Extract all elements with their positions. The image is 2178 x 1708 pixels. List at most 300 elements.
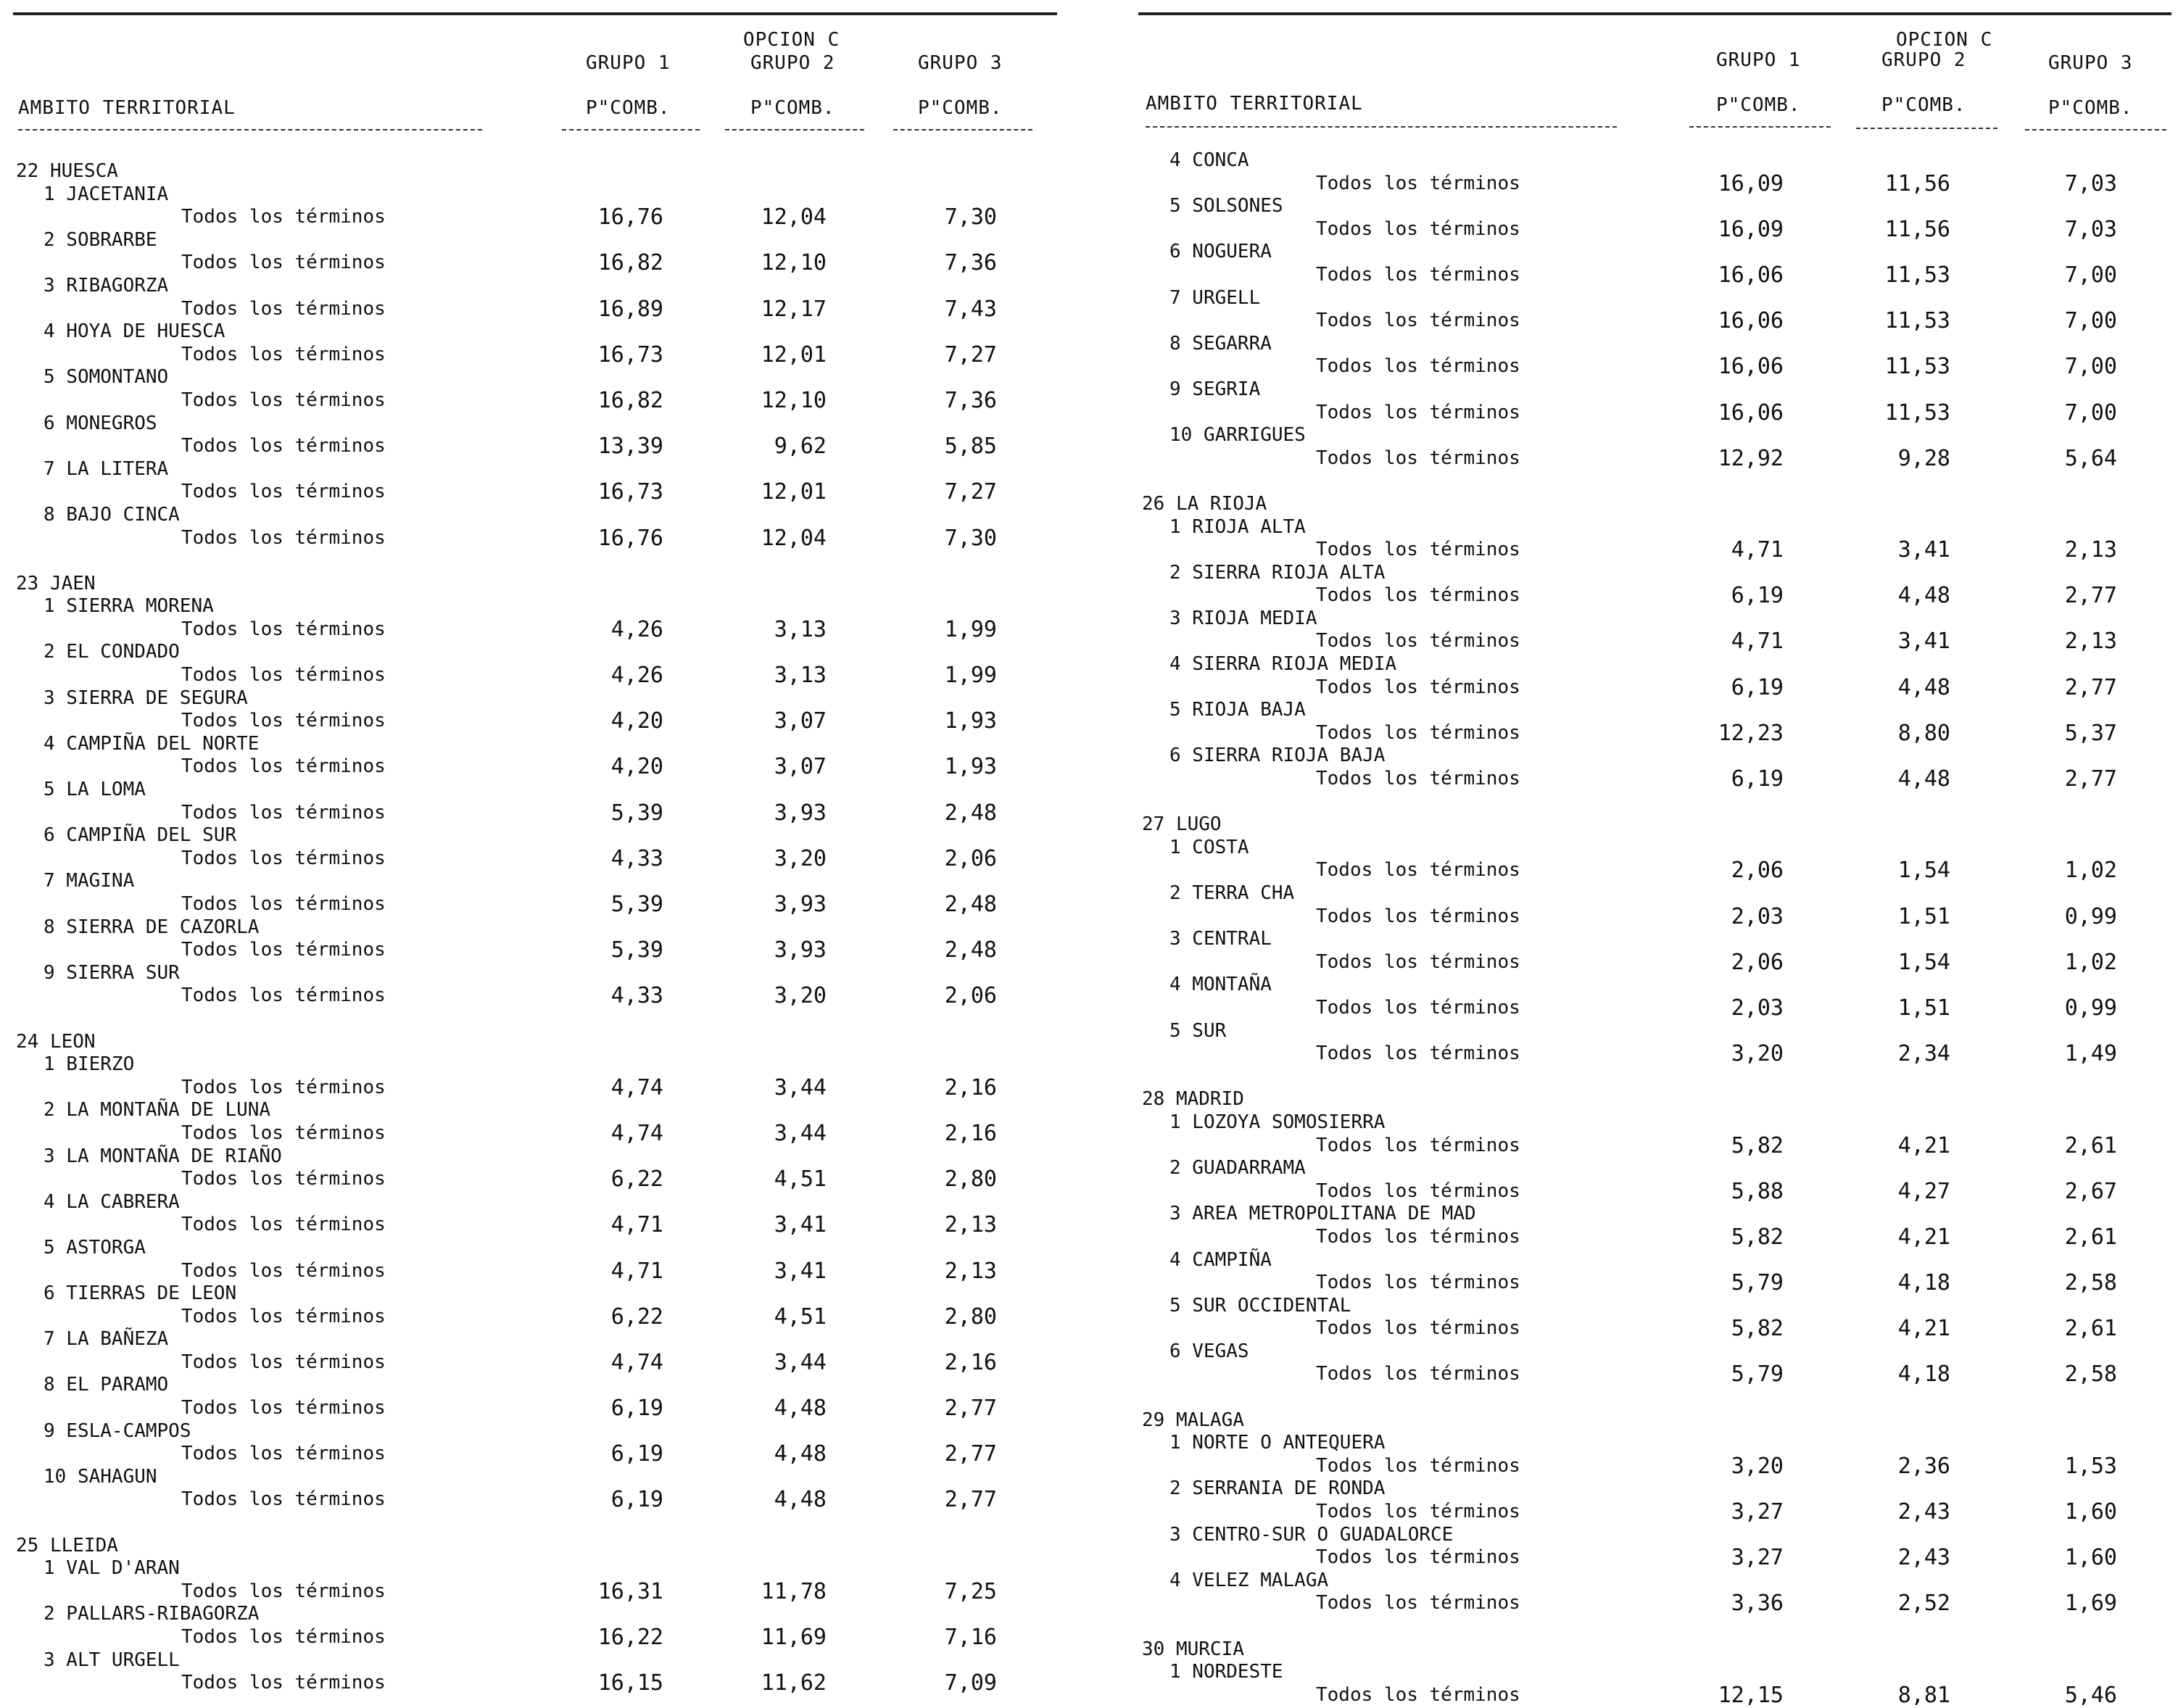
grupo2-value: 3,93	[774, 800, 827, 826]
grupo1-value: 13,39	[597, 434, 663, 460]
header-rule-3	[2025, 129, 2166, 130]
region-name: 4 SIERRA RIOJA MEDIA	[1169, 653, 1397, 676]
grupo1-value: 2,06	[1731, 949, 1784, 975]
region-row	[0, 1328, 1073, 1351]
region-row	[0, 1099, 1073, 1122]
table-row	[0, 1168, 1073, 1191]
province-block	[0, 550, 1073, 1008]
grupo3-value: 1,60	[2064, 1499, 2117, 1525]
table-row	[1124, 1592, 2178, 1615]
region-name: 2 SERRANIA DE RONDA	[1169, 1477, 1386, 1500]
region-row	[1124, 974, 2178, 997]
grupo2-value: 12,01	[761, 341, 827, 368]
row-label: Todos los términos	[181, 1076, 386, 1098]
province-name: 30 MURCIA	[1142, 1638, 1244, 1660]
row-label: Todos los términos	[181, 939, 386, 961]
region-name: 4 CONCA	[1169, 149, 1249, 171]
grupo2-value: 8,81	[1897, 1682, 1950, 1708]
table-row	[0, 435, 1073, 458]
row-label: Todos los términos	[1316, 996, 1520, 1019]
header-rule-2	[725, 129, 864, 130]
region-row	[0, 687, 1073, 710]
grupo3-value: 7,25	[944, 1578, 997, 1604]
table-row	[1124, 1455, 2178, 1478]
grupo3-value: 2,67	[2064, 1178, 2117, 1204]
grupo1-value: 3,27	[1731, 1499, 1784, 1525]
region-row	[0, 320, 1073, 344]
grupo1-value: 12,23	[1718, 720, 1784, 746]
top-rule	[13, 12, 1057, 15]
province-row	[1124, 1088, 2178, 1111]
row-label: Todos los términos	[181, 1672, 386, 1694]
table-row	[1124, 1226, 2178, 1249]
region-row	[0, 870, 1073, 893]
row-label: Todos los términos	[1316, 172, 1520, 194]
grupo2-value: 4,21	[1897, 1132, 1950, 1158]
header-grupo2: GRUPO 2	[750, 52, 835, 74]
region-name: 9 SEGRIA	[1169, 378, 1261, 400]
grupo1-value: 6,19	[610, 1441, 663, 1467]
row-label: Todos los términos	[181, 1626, 386, 1648]
header-rule-ambito	[1146, 126, 1617, 128]
grupo2-value: 3,13	[774, 663, 827, 689]
region-name: 10 GARRIGUES	[1169, 424, 1306, 447]
grupo3-value: 1,53	[2064, 1453, 2117, 1479]
province-name: 22 HUESCA	[16, 160, 118, 182]
grupo1-value: 4,71	[1731, 629, 1784, 655]
grupo1-value: 5,82	[1731, 1224, 1784, 1250]
grupo3-value: 2,61	[2064, 1132, 2117, 1158]
row-label: Todos los términos	[181, 618, 386, 640]
spacer	[1124, 1066, 2178, 1089]
grupo1-value: 4,20	[610, 754, 663, 780]
grupo1-value: 16,82	[597, 387, 663, 413]
region-row	[0, 458, 1073, 481]
grupo3-value: 1,99	[944, 616, 997, 642]
grupo1-value: 5,88	[1731, 1178, 1784, 1204]
grupo2-value: 4,21	[1897, 1316, 1950, 1342]
region-name: 4 LA CABRERA	[44, 1190, 180, 1213]
table-row	[0, 664, 1073, 687]
spacer	[1124, 791, 2178, 814]
region-row	[1124, 562, 2178, 585]
grupo3-value: 2,13	[2064, 537, 2117, 563]
region-name: 7 LA LITERA	[44, 457, 169, 480]
grupo1-value: 5,82	[1731, 1316, 1784, 1342]
table-row	[1124, 218, 2178, 241]
province-row	[1124, 493, 2178, 516]
grupo1-value: 6,19	[1731, 766, 1784, 792]
region-name: 5 SUR OCCIDENTAL	[1169, 1294, 1351, 1317]
region-name: 2 LA MONTAÑA DE LUNA	[44, 1099, 271, 1122]
grupo3-value: 7,00	[2064, 262, 2117, 288]
region-row	[1124, 378, 2178, 402]
province-block	[1124, 791, 2178, 1066]
grupo3-value: 7,27	[944, 341, 997, 368]
grupo1-value: 16,82	[597, 250, 663, 276]
region-row	[0, 916, 1073, 940]
grupo3-value: 7,03	[2064, 170, 2117, 196]
region-name: 3 CENTRAL	[1169, 928, 1272, 950]
grupo3-value: 1,99	[944, 663, 997, 689]
grupo1-value: 2,03	[1731, 903, 1784, 929]
table-row	[0, 802, 1073, 825]
region-name: 8 BAJO CINCA	[44, 503, 180, 526]
grupo2-value: 3,41	[774, 1212, 827, 1238]
header-rule-3	[893, 129, 1032, 130]
row-label: Todos los términos	[181, 526, 386, 549]
spacer	[1124, 1615, 2178, 1638]
grupo2-value: 12,17	[761, 296, 827, 322]
row-label: Todos los términos	[1316, 217, 1520, 240]
row-label: Todos los términos	[1316, 1501, 1520, 1523]
grupo1-value: 3,36	[1731, 1591, 1784, 1617]
grupo2-value: 1,51	[1897, 903, 1950, 929]
row-label: Todos los términos	[1316, 1042, 1520, 1065]
table-row	[0, 1303, 1073, 1330]
region-row	[1124, 149, 2178, 173]
region-name: 4 HOYA DE HUESCA	[44, 320, 225, 343]
province-row	[0, 1535, 1073, 1558]
grupo1-value: 6,19	[1731, 674, 1784, 700]
grupo1-value: 16,09	[1718, 170, 1784, 196]
spacer	[0, 550, 1073, 573]
table-row	[0, 298, 1073, 321]
grupo2-value: 12,01	[761, 479, 827, 505]
grupo2-value: 2,52	[1897, 1591, 1950, 1617]
region-name: 5 SUR	[1169, 1019, 1227, 1042]
grupo1-value: 4,71	[610, 1258, 663, 1284]
grupo3-value: 7,00	[2064, 399, 2117, 426]
grupo3-value: 2,80	[944, 1166, 997, 1193]
grupo3-value: 2,77	[2064, 766, 2117, 792]
region-row	[1124, 1570, 2178, 1593]
header-rule-1	[562, 129, 700, 130]
region-name: 3 SIERRA DE SEGURA	[44, 687, 248, 709]
table-row	[1124, 1546, 2178, 1570]
grupo1-value: 5,79	[1731, 1270, 1784, 1296]
table-row	[0, 710, 1073, 733]
grupo3-value: 1,93	[944, 754, 997, 780]
grupo3-value: 1,49	[2064, 1041, 2117, 1067]
row-label: Todos los términos	[1316, 630, 1520, 652]
region-name: 9 ESLA-CAMPOS	[44, 1419, 191, 1442]
grupo3-value: 1,02	[2064, 858, 2117, 884]
row-label: Todos los términos	[1316, 1592, 1520, 1614]
grupo2-value: 1,51	[1897, 995, 1950, 1021]
grupo2-value: 4,48	[1897, 674, 1950, 700]
row-label: Todos los términos	[181, 710, 386, 732]
grupo3-value: 7,27	[944, 479, 997, 505]
province-block	[1124, 1615, 2178, 1707]
table-row	[1124, 539, 2178, 562]
row-label: Todos los términos	[1316, 355, 1520, 378]
header-ambito: AMBITO TERRITORIAL	[18, 97, 236, 119]
grupo1-value: 16,06	[1718, 308, 1784, 334]
grupo1-value: 16,31	[597, 1578, 663, 1604]
row-label: Todos los términos	[181, 664, 386, 687]
region-name: 1 SIERRA MORENA	[44, 595, 214, 618]
region-row	[0, 1420, 1073, 1443]
row-label: Todos los términos	[181, 1168, 386, 1190]
region-name: 7 URGELL	[1169, 286, 1261, 309]
grupo2-value: 9,28	[1897, 445, 1950, 471]
table-row	[1124, 676, 2178, 700]
region-name: 4 CAMPIÑA DEL NORTE	[44, 732, 260, 755]
table-row	[1124, 1501, 2178, 1524]
region-row	[1124, 745, 2178, 768]
row-label: Todos los términos	[181, 1259, 386, 1282]
province-name: 28 MADRID	[1142, 1088, 1244, 1111]
row-label: Todos los términos	[181, 755, 386, 778]
grupo1-value: 16,89	[597, 296, 663, 322]
grupo2-value: 4,48	[774, 1441, 827, 1467]
grupo3-value: 2,16	[944, 1120, 997, 1146]
grupo2-value: 11,53	[1884, 399, 1950, 426]
grupo3-value: 2,13	[944, 1258, 997, 1284]
region-row	[0, 733, 1073, 756]
row-label: Todos los términos	[1316, 263, 1520, 286]
grupo3-value: 1,69	[2064, 1591, 2117, 1617]
row-label: Todos los términos	[1316, 768, 1520, 790]
table-row	[1124, 584, 2178, 608]
table-row	[0, 341, 1073, 368]
row-label: Todos los términos	[1316, 539, 1520, 561]
grupo3-value: 7,09	[944, 1670, 997, 1696]
row-label: Todos los términos	[1316, 859, 1520, 882]
row-label: Todos los términos	[1316, 584, 1520, 607]
grupo1-value: 6,19	[610, 1487, 663, 1513]
province-name: 29 MALAGA	[1142, 1409, 1244, 1431]
row-label: Todos los términos	[1316, 1683, 1520, 1706]
grupo3-value: 7,03	[2064, 216, 2117, 242]
table-row	[0, 1260, 1073, 1283]
grupo1-value: 4,33	[610, 983, 663, 1009]
row-label: Todos los términos	[181, 1580, 386, 1602]
grupo2-value: 11,56	[1884, 216, 1950, 242]
table-row	[0, 984, 1073, 1008]
province-row	[0, 1031, 1073, 1054]
region-name: 1 RIOJA ALTA	[1169, 515, 1306, 538]
region-name: 2 SOBRARBE	[44, 228, 157, 251]
row-label: Todos los términos	[1316, 676, 1520, 698]
table-row	[1124, 1132, 2178, 1158]
grupo3-value: 2,77	[2064, 583, 2117, 609]
row-label: Todos los términos	[181, 389, 386, 411]
table-row	[0, 618, 1073, 642]
grupo1-value: 5,39	[610, 800, 663, 826]
region-row	[0, 1603, 1073, 1626]
grupo3-value: 7,36	[944, 387, 997, 413]
region-row	[1124, 1340, 2178, 1364]
grupo3-value: 5,46	[2064, 1682, 2117, 1708]
region-name: 1 NORTE O ANTEQUERA	[1169, 1432, 1386, 1454]
row-label: Todos los términos	[181, 252, 386, 274]
grupo3-value: 0,99	[2064, 995, 2117, 1021]
province-name: 27 LUGO	[1142, 813, 1222, 836]
province-block	[0, 1512, 1073, 1695]
table-row	[0, 1122, 1073, 1145]
region-name: 5 ASTORGA	[44, 1236, 146, 1259]
grupo2-value: 3,13	[774, 616, 827, 642]
row-label: Todos los términos	[1316, 950, 1520, 973]
header-pcomb-3: P"COMB.	[2048, 97, 2133, 119]
grupo3-value: 2,06	[944, 845, 997, 871]
table-row	[0, 527, 1073, 550]
region-row	[1124, 837, 2178, 860]
grupo2-value: 3,20	[774, 983, 827, 1009]
region-name: 2 TERRA CHA	[1169, 882, 1295, 904]
grupo3-value: 2,77	[944, 1441, 997, 1467]
grupo2-value: 3,93	[774, 892, 827, 917]
grupo1-value: 5,39	[610, 892, 663, 917]
grupo2-value: 2,43	[1897, 1545, 1950, 1571]
region-row	[1124, 1432, 2178, 1455]
row-label: Todos los términos	[1316, 1546, 1520, 1569]
row-label: Todos los términos	[181, 801, 386, 824]
header-opcion: OPCION C	[743, 29, 840, 51]
region-name: 5 SOLSONES	[1169, 195, 1283, 217]
region-row	[0, 275, 1073, 298]
grupo2-value: 11,53	[1884, 262, 1950, 288]
header-rule-1	[1689, 126, 1831, 128]
row-label: Todos los términos	[1316, 1363, 1520, 1385]
region-name: 2 SIERRA RIOJA ALTA	[1169, 561, 1386, 584]
province-block	[1124, 1386, 2178, 1615]
grupo3-value: 7,36	[944, 250, 997, 276]
grupo1-value: 3,20	[1731, 1041, 1784, 1067]
grupo1-value: 3,20	[1731, 1453, 1784, 1479]
row-label: Todos los términos	[1316, 1317, 1520, 1340]
table-row	[1124, 447, 2178, 470]
table-row	[0, 481, 1073, 504]
grupo2-value: 11,56	[1884, 170, 1950, 196]
grupo2-value: 3,44	[774, 1349, 827, 1375]
region-name: 8 SIERRA DE CAZORLA	[44, 916, 260, 938]
region-name: 3 ALT URGELL	[44, 1649, 180, 1671]
grupo3-value: 2,77	[944, 1396, 997, 1422]
province-row	[1124, 1409, 2178, 1433]
grupo1-value: 16,15	[597, 1670, 663, 1696]
grupo2-value: 3,07	[774, 708, 827, 734]
grupo3-value: 2,58	[2064, 1361, 2117, 1388]
grupo1-value: 3,27	[1731, 1545, 1784, 1571]
table-row	[0, 847, 1073, 871]
region-row	[0, 229, 1073, 252]
region-name: 1 LOZOYA SOMOSIERRA	[1169, 1111, 1386, 1133]
region-row	[0, 366, 1073, 389]
province-name: 23 JAEN	[16, 572, 96, 594]
grupo3-value: 2,77	[944, 1487, 997, 1513]
table-row	[0, 1626, 1073, 1649]
table-row	[0, 252, 1073, 275]
region-row	[0, 1237, 1073, 1260]
region-name: 1 NORDESTE	[1169, 1661, 1283, 1683]
region-name: 5 LA LOMA	[44, 779, 146, 801]
province-block	[1124, 1066, 2178, 1386]
row-label: Todos los términos	[181, 206, 386, 228]
grupo2-value: 3,41	[1897, 629, 1950, 655]
row-label: Todos los términos	[1316, 1180, 1520, 1202]
region-row	[1124, 287, 2178, 310]
table-row	[1124, 399, 2178, 426]
grupo3-value: 2,48	[944, 892, 997, 917]
region-row	[1124, 516, 2178, 539]
region-name: 4 MONTAÑA	[1169, 974, 1272, 996]
table-row	[0, 1397, 1073, 1420]
table-row	[0, 893, 1073, 916]
grupo1-value: 4,71	[1731, 537, 1784, 563]
grupo2-value: 12,10	[761, 387, 827, 413]
grupo3-value: 7,43	[944, 296, 997, 322]
grupo2-value: 12,04	[761, 204, 827, 231]
region-row	[1124, 1524, 2178, 1547]
grupo3-value: 2,58	[2064, 1270, 2117, 1296]
region-name: 3 RIBAGORZA	[44, 274, 169, 297]
grupo1-value: 16,22	[597, 1625, 663, 1650]
row-label: Todos los términos	[181, 297, 386, 320]
region-row	[1124, 1477, 2178, 1501]
grupo1-value: 4,74	[610, 1349, 663, 1375]
table-row	[1124, 630, 2178, 653]
row-label: Todos los términos	[181, 1488, 386, 1511]
region-name: 6 MONEGROS	[44, 412, 157, 434]
region-name: 2 EL CONDADO	[44, 641, 180, 663]
grupo2-value: 3,44	[774, 1074, 827, 1100]
region-row	[1124, 1249, 2178, 1272]
region-row	[1124, 1203, 2178, 1226]
row-label: Todos los términos	[181, 847, 386, 869]
row-label: Todos los términos	[1316, 1134, 1520, 1156]
region-row	[0, 1374, 1073, 1397]
region-name: 3 LA MONTAÑA DE RIAÑO	[44, 1145, 282, 1167]
header-rule-ambito	[18, 129, 482, 130]
grupo2-value: 4,48	[1897, 766, 1950, 792]
grupo2-value: 3,44	[774, 1120, 827, 1146]
row-label: Todos los términos	[181, 1443, 386, 1465]
row-label: Todos los términos	[1316, 1225, 1520, 1248]
grupo1-value: 2,06	[1731, 858, 1784, 884]
province-block	[1124, 149, 2178, 470]
table-row	[1124, 768, 2178, 791]
province-row	[1124, 1638, 2178, 1662]
grupo1-value: 16,06	[1718, 262, 1784, 288]
region-row	[1124, 653, 2178, 676]
header-grupo3: GRUPO 3	[2048, 52, 2133, 74]
header-pcomb-1: P"COMB.	[586, 97, 671, 119]
grupo2-value: 3,93	[774, 937, 827, 963]
grupo1-value: 4,74	[610, 1120, 663, 1146]
region-name: 4 CAMPIÑA	[1169, 1248, 1272, 1271]
grupo3-value: 1,60	[2064, 1545, 2117, 1571]
region-row	[1124, 241, 2178, 264]
table-row	[1124, 951, 2178, 974]
grupo1-value: 5,39	[610, 937, 663, 963]
grupo2-value: 4,51	[774, 1303, 827, 1330]
region-row	[1124, 195, 2178, 218]
province-block	[1124, 470, 2178, 790]
grupo1-value: 6,22	[610, 1166, 663, 1193]
table-row	[1124, 355, 2178, 378]
grupo2-value: 4,48	[774, 1487, 827, 1513]
grupo3-value: 2,06	[944, 983, 997, 1009]
province-name: 26 LA RIOJA	[1142, 492, 1267, 515]
region-name: 8 EL PARAMO	[44, 1374, 169, 1396]
grupo3-value: 7,30	[944, 204, 997, 231]
grupo3-value: 0,99	[2064, 903, 2117, 929]
region-row	[0, 1466, 1073, 1489]
region-name: 10 SAHAGUN	[44, 1465, 157, 1488]
